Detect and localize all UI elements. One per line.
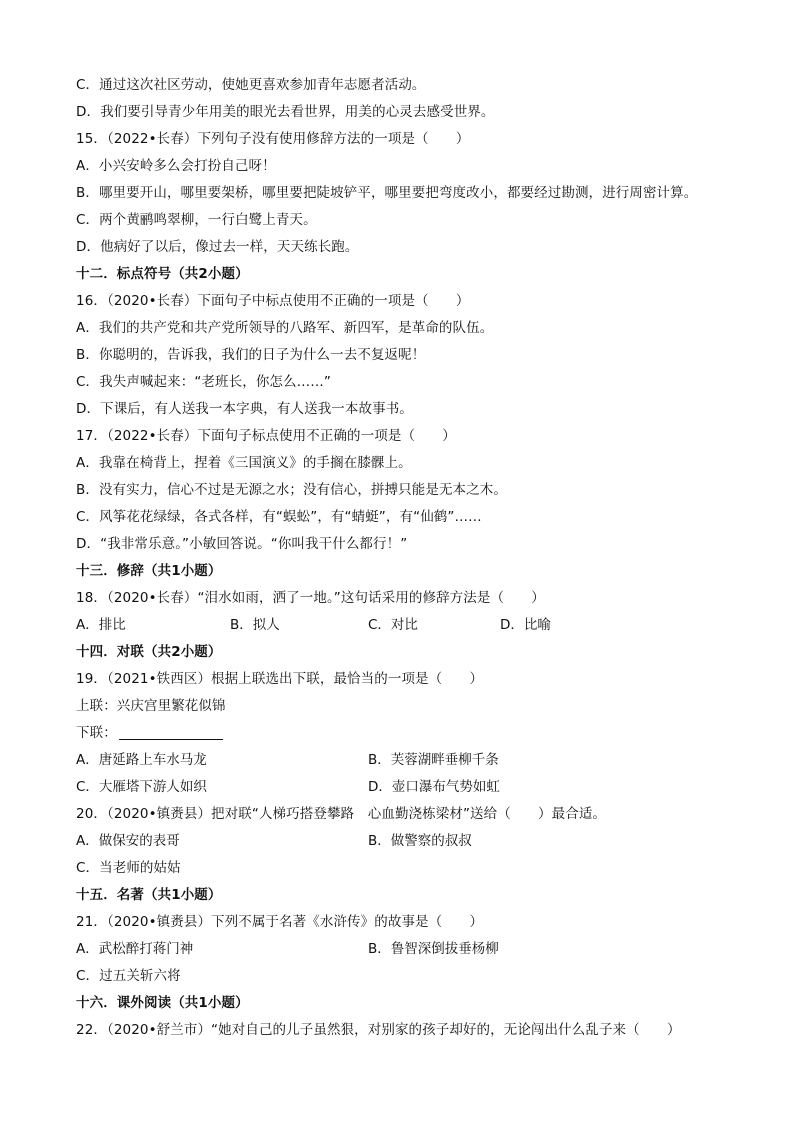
q17-option-d: D．“我非常乐意。”小敏回答说。“你叫我干什么都行！” <box>76 536 408 552</box>
q20-option-b: B．做警察的叔叔 <box>368 833 472 849</box>
q17-option-c: C．风筝花花绿绿，各式各样，有“蜈蚣”，有“蜻蜓”，有“仙鹤”…… <box>76 509 482 525</box>
answer-blank <box>119 724 223 740</box>
q15-option-b: B．哪里要开山，哪里要架桥，哪里要把陡坡铲平，哪里要把弯度改小，都要经过勘测，进行周密计算。 <box>76 185 698 201</box>
q20-option-c: C．当老师的姑姑 <box>76 860 181 876</box>
section-heading-12: 十二．标点符号（共2小题） <box>76 266 249 282</box>
q18-option-c: C．对比 <box>368 617 418 633</box>
q15-option-c: C．两个黄鹂鸣翠柳，一行白鹭上青天。 <box>76 212 317 228</box>
q18-option-a: A．排比 <box>76 617 126 633</box>
q19-lower-couplet-line <box>76 723 754 743</box>
q19-option-d: D．壶口瀑布气势如虹 <box>368 779 500 795</box>
question-22: 22．（2020•舒兰市）“她对自己的儿子虽然狠，对别家的孩子却好的，无论闯出什么乱子来（ ） <box>76 1022 681 1038</box>
q18-option-b: B．拟人 <box>230 617 280 633</box>
q16-option-c: C．我失声喊起来：“老班长，你怎么……” <box>76 374 331 390</box>
q19-lower-couplet-label: 下联： <box>76 725 117 741</box>
q17-option-a: A．我靠在椅背上，捏着《三国演义》的手搁在膝髁上。 <box>76 455 412 471</box>
q17-option-b: B．没有实力，信心不过是无源之水；没有信心，拼搏只能是无本之木。 <box>76 482 507 498</box>
question-21: 21．（2020•镇赉县）下列不属于名著《水浒传》的故事是（ ） <box>76 914 484 930</box>
q19-upper-couplet: 上联：兴庆宫里繁花似锦 <box>76 698 226 714</box>
question-15: 15．（2022•长春）下列句子没有使用修辞方法的一项是（ ） <box>76 131 470 147</box>
q15-option-a: A．小兴安岭多么会打扮自己呀！ <box>76 158 276 174</box>
q16-option-d: D．下课后，有人送我一本字典，有人送我一本故事书。 <box>76 401 413 417</box>
q21-option-b: B．鲁智深倒拔垂杨柳 <box>368 941 499 957</box>
q19-option-b: B．芙蓉湖畔垂柳千条 <box>368 752 499 768</box>
q14-option-c: C．通过这次社区劳动，使她更喜欢参加青年志愿者活动。 <box>76 77 426 93</box>
question-16: 16．（2020•长春）下面句子中标点使用不正确的一项是（ ） <box>76 293 470 309</box>
question-19: 19．（2021•铁西区）根据上联选出下联，最恰当的一项是（ ） <box>76 671 484 687</box>
section-heading-14: 十四．对联（共2小题） <box>76 644 222 660</box>
section-heading-16: 十六．课外阅读（共1小题） <box>76 995 249 1011</box>
question-20: 20．（2020•镇赉县）把对联“人梯巧搭登攀路 心血勤浇栋梁材”送给（ ）最合适。 <box>76 806 607 822</box>
q16-option-a: A．我们的共产党和共产党所领导的八路军、新四军，是革命的队伍。 <box>76 320 494 336</box>
q20-option-a: A．做保安的表哥 <box>76 833 180 849</box>
section-heading-13: 十三．修辞（共1小题） <box>76 563 222 579</box>
question-18: 18．（2020•长春）“泪水如雨，洒了一地。”这句话采用的修辞方法是（ ） <box>76 590 545 606</box>
q21-option-a: A．武松醉打蒋门神 <box>76 941 194 957</box>
q18-option-d: D．比喻 <box>500 617 551 633</box>
question-17: 17．（2022•长春）下面句子标点使用不正确的一项是（ ） <box>76 428 456 444</box>
q15-option-d: D．他病好了以后，像过去一样，天天练长跑。 <box>76 239 359 255</box>
q14-option-d: D．我们要引导青少年用美的眼光去看世界，用美的心灵去感受世界。 <box>76 104 495 120</box>
q19-option-a: A．唐延路上车水马龙 <box>76 752 207 768</box>
q21-option-c: C．过五关斩六将 <box>76 968 181 984</box>
q16-option-b: B．你聪明的，告诉我，我们的日子为什么一去不复返呢！ <box>76 347 426 363</box>
q19-option-c: C．大雁塔下游人如织 <box>76 779 207 795</box>
section-heading-15: 十五．名著（共1小题） <box>76 887 222 903</box>
